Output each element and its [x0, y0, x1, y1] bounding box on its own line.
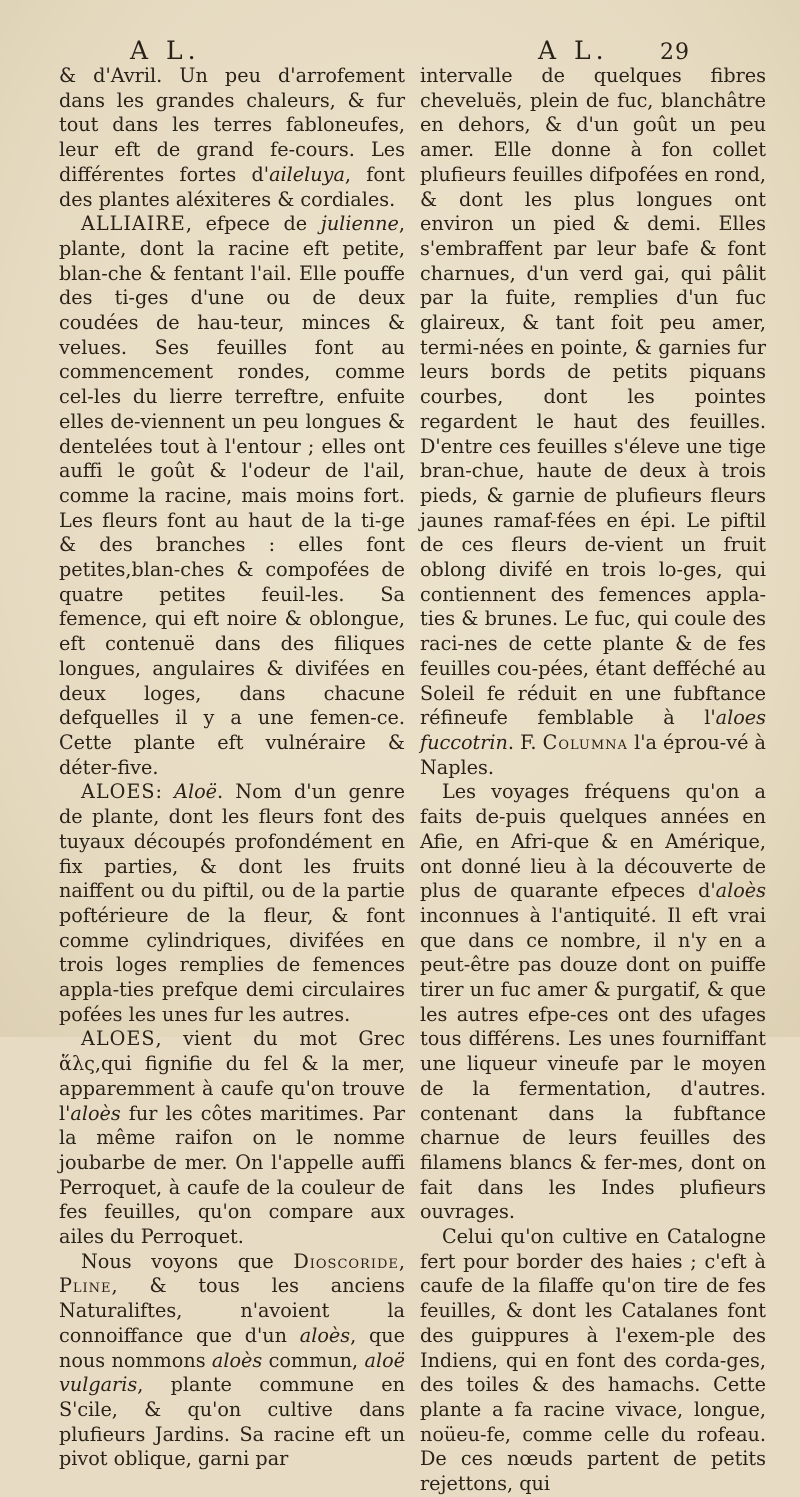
body-text: l'a éprou-vé à Naples. [420, 730, 766, 779]
small-caps-text: Columna [542, 730, 628, 754]
body-text: , plante commune en S'cile, & qu'on cultive dans plufieurs Jardins. Sa racine eft un pivot oblique, garni par [59, 1373, 405, 1471]
body-text: Les voyages fréquens qu'on a faits de-puis quelques années en Afie, en Afri-que & en Amérique, ont donné lieu à la découverte de plus de quarante efpeces d' [420, 780, 766, 903]
italic-term: aloès [70, 1101, 121, 1125]
body-text: , que nous nommons [59, 1323, 405, 1372]
italic-term: aloès [211, 1348, 263, 1372]
italic-term: aileluya [269, 162, 345, 186]
paragraph-p8 [420, 1225, 766, 1497]
body-text: . F. [507, 730, 543, 754]
paragraph-p6 [420, 64, 766, 780]
body-text: : [155, 780, 175, 804]
left-column [59, 64, 405, 1472]
body-text: , vient du mot Grec ἅλς,qui fignifie du fel & la mer, apparemment à caufe qu'on trouve l' [59, 1027, 405, 1125]
paragraph-p7 [420, 780, 766, 1225]
small-caps-text: ALOES [81, 1027, 156, 1051]
paragraph-p3 [59, 780, 405, 1027]
italic-term: julienne [320, 212, 399, 236]
small-caps-text: Pline [59, 1274, 112, 1298]
page-number: 29 [660, 40, 690, 65]
body-text: inconnues à l'antiquité. Il eft vrai que dans ce nombre, il n'y en a peut-être pas douze dont on puiffe tirer un fuc amer & purgatif, & que les autres efpe-ces ont des ufages tous différens. Les unes fourniffant une liqueur vineufe par le moyen de la fermentation, d'autres. contenant dans la fubftance charnue de leurs feuilles des filamens blancs & fer-mes, dont on fait dans les Indes plufieurs ouvrages. [420, 903, 766, 1224]
small-caps-text: Dioscoride [293, 1249, 399, 1273]
italic-term: aloès [299, 1323, 351, 1347]
body-text: commun, [262, 1348, 365, 1372]
body-text: Celui qu'on cultive en Catalogne fert pour border des haies ; c'eft à caufe de la filaffe qu'on tire de fes feuilles, & dont les Catalanes font des guippures à l'exem-ple des Indiens, qui en font des corda-ges, des toiles & des hamachs. Cette plante a fa racine vivace, longue, noüeu-fe, comme celle du rofeau. De ces nœuds partent de petits rejettons, qui [420, 1225, 766, 1496]
italic-term: Aloë [174, 780, 218, 804]
paragraph-p2 [59, 212, 405, 780]
body-text: , plante, dont la racine eft petite, blan-che & fentant l'ail. Elle pouffe des ti-ges d'une ou de deux coudées de hau-teur, minces & velues. Ses feuilles font au commencement rondes, comme cel-les du lierre terreftre, enfuite elles de-viennent un peu longues & dentelées tout à l'entour ; elles ont auffi le goût & l'odeur de l'ail, comme la racine, mais moins fort. Les fleurs font au haut de la ti-ge & des branches : elles font petites,blan-ches & compofées de quatre petites feuil-les. Sa femence, qui eft noire & oblongue, eft contenuë dans des filiques longues, angulaires & divifées en deux loges, dans chacune defquelles il y a une femen-ce. Cette plante eft vulnéraire & déter-five. [59, 212, 405, 779]
header-right: A L. [538, 36, 609, 65]
right-column [420, 64, 766, 1497]
paragraph-p4 [59, 1027, 405, 1249]
small-caps-text: ALLIAIRE [81, 212, 186, 236]
body-text: & d'Avril. Un peu d'arrofement dans les grandes chaleurs, & fur tout dans les terres fabloneufes, leur eft de grand fe-cours. Les différentes fortes d' [59, 64, 405, 186]
body-text: , & tous les anciens Naturaliftes, n'avoient la connoiffance que d'un [59, 1274, 405, 1347]
paragraph-p1 [59, 64, 405, 212]
body-text: , font des plantes aléxiteres & cordiales. [59, 162, 406, 211]
body-text: , [398, 1249, 405, 1273]
italic-term: aloë vulgaris [59, 1348, 405, 1397]
body-text: , efpece de [185, 212, 321, 236]
small-caps-text: ALOES [81, 780, 156, 804]
body-text: Nous voyons que [81, 1249, 294, 1273]
body-text: . Nom d'un genre de plante, dont les fleurs font des tuyaux découpés profondément en fix parties, & dont les fruits naiffent ou du piftil, ou de la partie poftérieure de la fleur, & font comme cylindriques, divifées en trois loges remplies de femences appla-ties prefque demi circulaires pofées les unes fur les autres. [59, 780, 405, 1026]
italic-term: aloes fuccotrin [420, 706, 766, 754]
body-text: fur les côtes maritimes. Par la même raifon on le nomme joubarbe de mer. On l'appelle auffi Perroquet, à caufe de la couleur de fes feuilles, qu'on compare aux ailes du Perroquet. [59, 1101, 405, 1249]
paragraph-p5 [59, 1250, 405, 1472]
italic-term: aloès [715, 879, 766, 903]
header-left: A L. [130, 36, 201, 65]
body-text: intervalle de quelques fibres cheveluës, plein de fuc, blanchâtre en dehors, & d'un goût un peu amer. Elle donne à fon collet plufieurs feuilles difpofées en rond, & dont les plus longues ont environ un pied & demi. Elles s'embraffent par leur bafe & font charnues, d'un verd gai, qui pâlit par la fuite, remplies d'un fuc glaireux, & tant foit peu amer, termi-nées en pointe, & garnies fur leurs bords de petits piquans courbes, dont les pointes regardent le haut des feuilles. D'entre ces feuilles s'éleve une tige bran-chue, haute de deux à trois pieds, & garnie de plufieurs fleurs jaunes ramaf-fées en épi. Le piftil de ces fleurs de-vient un fruit oblong divifé en trois lo-ges, qui contiennent des femences appla-ties & brunes. Le fuc, qui coule des raci-nes de cette plante & de fes feuilles cou-pées, étant defféché au Soleil fe réduit en une fubftance réfineufe femblable à l' [420, 64, 766, 730]
